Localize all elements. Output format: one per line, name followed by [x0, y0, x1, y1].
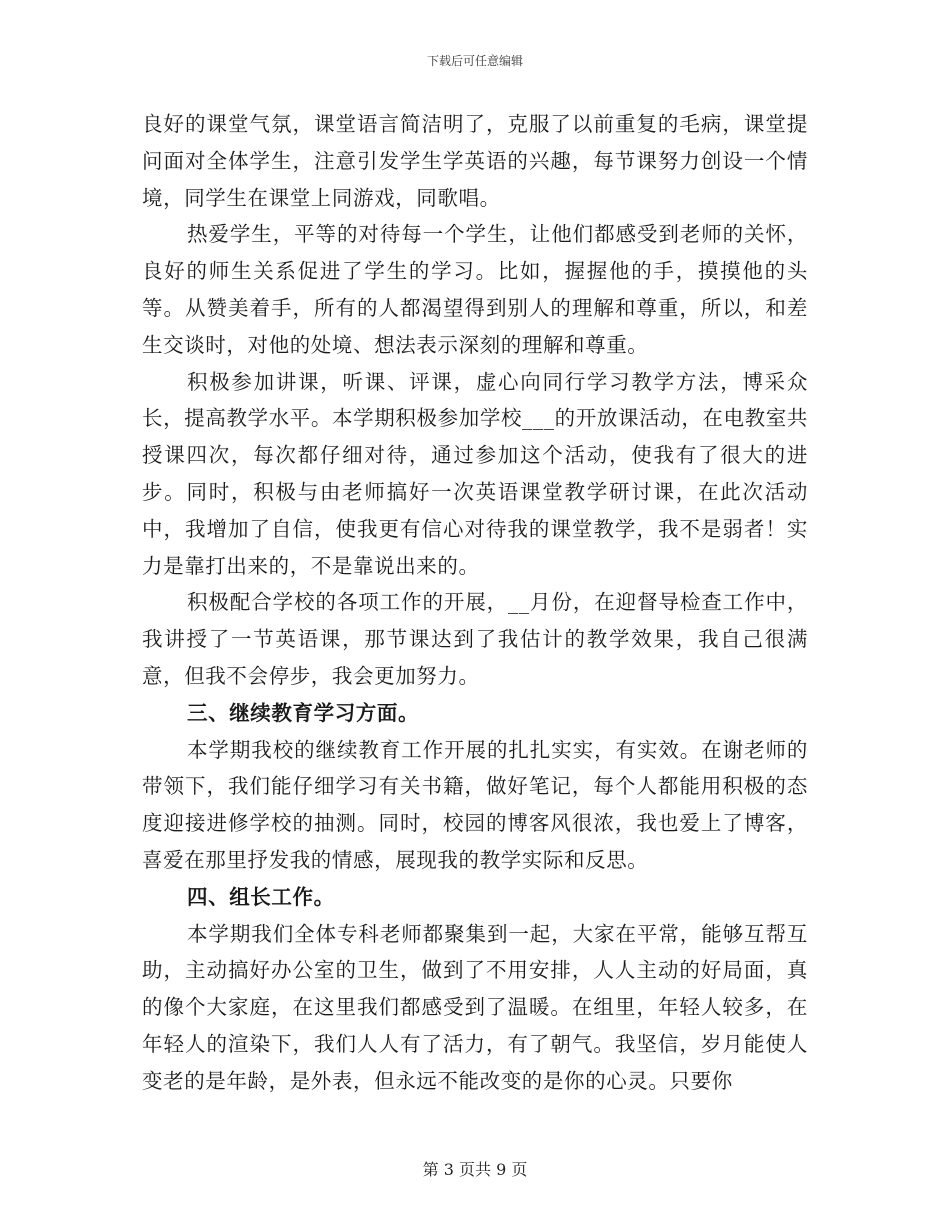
paragraph-school-cooperation: 积极配合学校的各项工作的开展，__月份，在迎督导检查工作中，我讲授了一节英语课，那节课达到了我估计的教学效果，我自己很满意，但我不会停步，我会更加努力。 [142, 590, 808, 688]
paragraph-continuation: 良好的课堂气氛，课堂语言简洁明了，克服了以前重复的毛病，课堂提问面对全体学生，注意引发学生学英语的兴趣，每节课努力创设一个情境，同学生在课堂上同游戏，同歌唱。 [142, 112, 808, 210]
page-footer: 第 3 页共 9 页 [422, 1160, 528, 1179]
paragraph-continuing-education: 本学期我校的继续教育工作开展的扎扎实实，有实效。在谢老师的带领下，我们能仔细学习有关书籍，做好笔记，每个人都能用积极的态度迎接进修学校的抽测。同时，校园的博客风很浓，我也爱上了博客，喜爱在那里抒发我的情感，展现我的教学实际和反思。 [142, 737, 808, 872]
paragraph-teaching-activities: 积极参加讲课，听课、评课，虚心向同行学习教学方法，博采众长，提高教学水平。本学期积极参加学校___的开放课活动，在电教室共授课四次，每次都仔细对待，通过参加这个活动，使我有了很大的进步。同时，积极与由老师搞好一次英语课堂教学研讨课，在此次活动中，我增加了自信，使我更有信心对待我的课堂教学，我不是弱者！实力是靠打出来的，不是靠说出来的。 [142, 369, 808, 578]
document-body [142, 106, 808, 1100]
section-heading-group-leader: 四、组长工作。 [187, 884, 335, 909]
paragraph-caring-students: 热爱学生，平等的对待每一个学生，让他们都感受到老师的关怀，良好的师生关系促进了学生的学习。比如，握握他的手，摸摸他的头等。从赞美着手，所有的人都渴望得到别人的理解和尊重，所以，和差生交谈时，对他的处境、想法表示深刻的理解和尊重。 [142, 222, 808, 357]
paragraph-group-leader: 本学期我们全体专科老师都聚集到一起，大家在平常，能够互帮互助，主动搞好办公室的卫生，做到了不用安排，人人主动的好局面，真的像个大家庭，在这里我们都感受到了温暖。在组里，年轻人较多，在年轻人的渲染下，我们人人有了活力，有了朝气。我坚信，岁月能使人变老的是年龄，是外表，但永远不能改变的是你的心灵。只要你 [142, 921, 808, 1093]
section-heading-continuing-education: 三、继续教育学习方面。 [187, 700, 420, 725]
page-header: 下载后可任意编辑 [426, 54, 523, 68]
